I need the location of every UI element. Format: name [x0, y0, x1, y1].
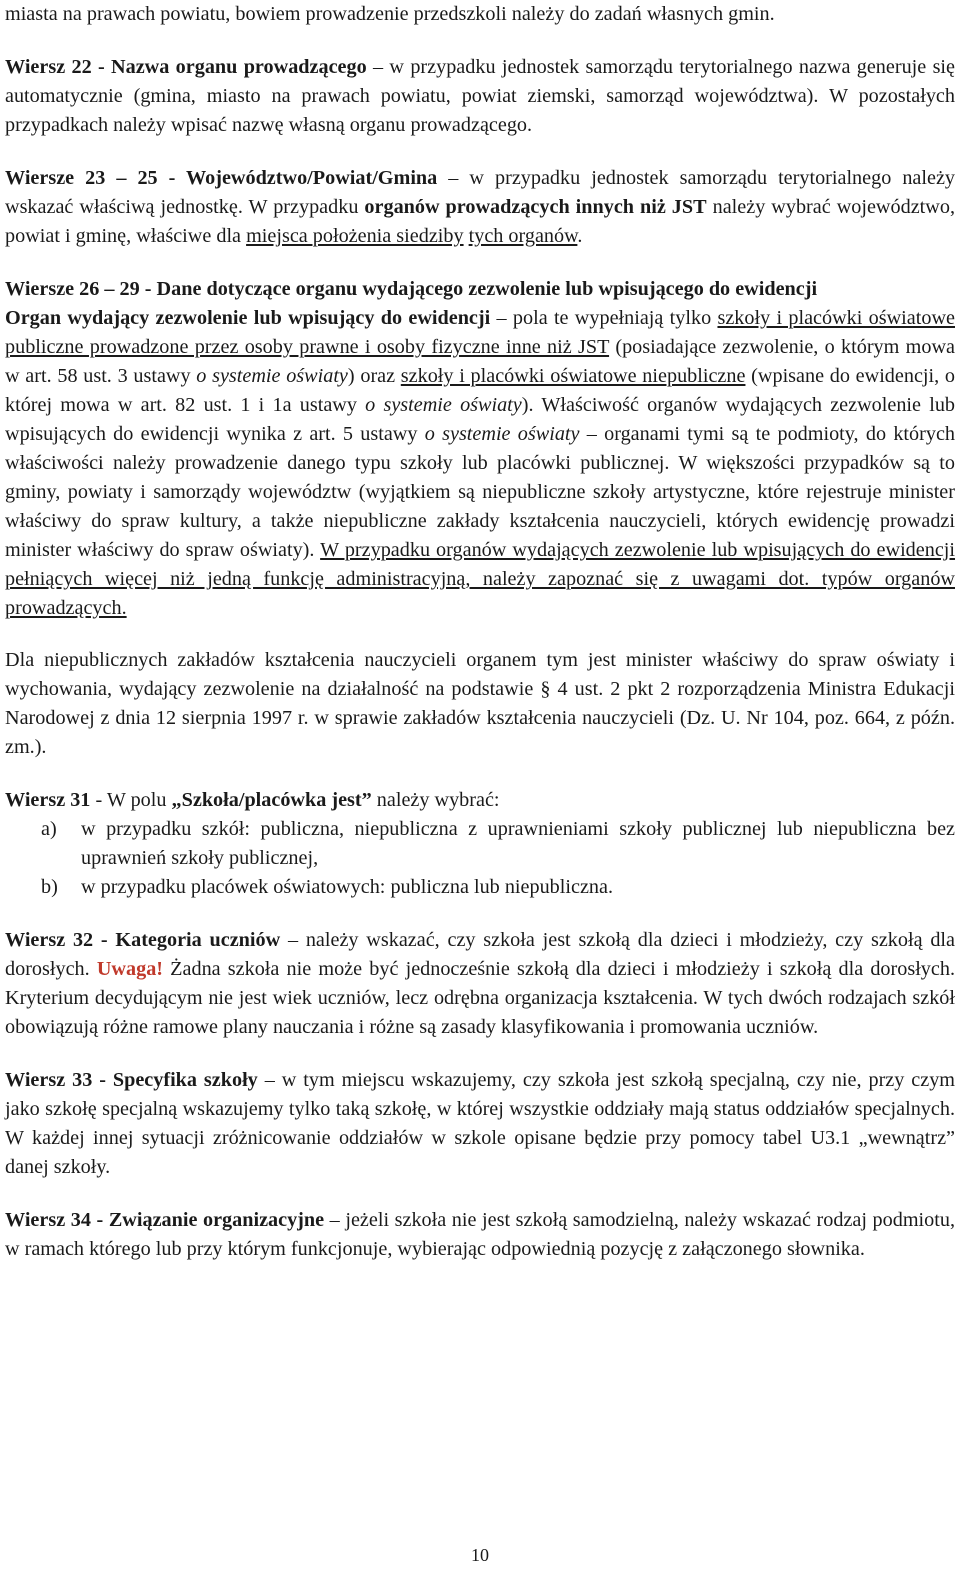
italic-text: o systemie oświaty: [365, 394, 522, 416]
list-item-text: w przypadku szkół: publiczna, niepubliczna z uprawnieniami szkoły publicznej lub niepubliczna bez uprawnień szkoły publicznej,: [81, 818, 955, 869]
paragraph-wiersz-32: [5, 926, 955, 1042]
heading-wiersz-34: Wiersz 34 - Związanie organizacyjne: [5, 1209, 325, 1231]
paragraph-wiersz-22: [5, 53, 955, 140]
text: - W polu: [90, 789, 172, 811]
paragraph-wiersz-33: [5, 1066, 955, 1182]
list-marker: b): [41, 876, 58, 898]
text: należy wybrać województwo, powiat i gminę, właściwe dla: [5, 196, 955, 247]
text: – w tym miejscu wskazujemy, czy szkoła jest szkołą specjalną, czy nie, przy czym jako szkołę specjalną wskazujemy tylko taką szkołę, w której wszystkie oddziały mają status oddziałów specjalnych. W każdej innej sytuacji zróżnicowanie oddziałów w szkole opisane będzie przy pomocy tabel U3.1 „wewnątrz” danej szkoły.: [5, 1069, 955, 1178]
text: – w przypadku jednostek samorządu terytorialnego należy wskazać właściwą jednostkę. W przypadku: [5, 167, 955, 218]
paragraph-wiersz-34: [5, 1206, 955, 1264]
heading-wiersze-23-25: Wiersze 23 – 25 - Województwo/Powiat/Gmina: [5, 167, 438, 189]
heading-wiersz-22: Wiersz 22 - Nazwa organu prowadzącego: [5, 56, 367, 78]
list-marker: a): [41, 818, 57, 840]
document-page: [5, 0, 955, 1264]
heading-wiersz-33: Wiersz 33 - Specyfika szkoły: [5, 1069, 258, 1091]
text: (wpisane do ewidencji, o której mowa w art. 82 ust. 1 i 1a ustawy: [5, 365, 955, 416]
heading-wiersz-31: Wiersz 31: [5, 789, 91, 811]
heading-wiersz-32: Wiersz 32 - Kategoria uczniów: [5, 929, 281, 951]
list-item: [5, 815, 955, 873]
text: (posiadające zezwolenie, o którym mowa w art. 58 ust. 3 ustawy: [5, 336, 955, 387]
text: ). Właściwość organów wydających zezwolenie lub wpisujących do ewidencji wynika z art. 5 ustawy: [5, 394, 956, 445]
text: Żadna szkoła nie może być jednocześnie szkołą dla dzieci i młodzieży i szkołą dla dorosłych. Kryterium decydującym nie jest wiek uczniów, lecz odrębna organizacja kształcenia. W tych dwóch rodzajach szkół obowiązują różne ramowe plany nauczania i różne są zasady klasyfikowania i promowania uczniów.: [5, 958, 955, 1038]
text: – organami tymi są te podmioty, do których właściwości należy prowadzenie danego typu szkoły lub placówki publicznej. W większości przypadków są to gminy, powiaty i samorządy województw (wyjątkiem są niepubliczne szkoły artystyczne, które rejestruje minister właściwy do spraw kultury, a także niepubliczne zakłady kształcenia nauczycieli, których ewidencję prowadzi minister właściwy do spraw oświaty).: [5, 423, 955, 561]
text: – jeżeli szkoła nie jest szkołą samodzielną, należy wskazać rodzaj podmiotu, w ramach którego lub przy którym funkcjonuje, wybierając odpowiednią pozycję z załączonego słownika.: [5, 1209, 955, 1260]
italic-text: o systemie oświaty: [424, 423, 580, 445]
list-item: [5, 873, 955, 902]
underlined-text: tych organów: [468, 225, 578, 247]
text: należy wybrać:: [371, 789, 500, 811]
italic-text: o systemie oświaty: [196, 365, 348, 387]
option-list: [5, 815, 955, 902]
bold-text: „Szkoła/placówka jest”: [171, 789, 372, 811]
underlined-text: miejsca położenia siedziby: [246, 225, 464, 247]
bold-text: organów prowadzących innych niż JST: [364, 196, 707, 218]
underlined-text: W przypadku organów wydających zezwolenie lub wpisujących do ewidencji pełniących więcej niż jedną funkcję administracyjną, należy zapoznać się z uwagami dot. typów organów prowadzących.: [5, 539, 956, 619]
heading-wiersze-26-29: Wiersze 26 – 29 - Dane dotyczące organu wydającego zezwolenie lub wpisującego do ewidencji: [5, 278, 818, 300]
section-wiersz-31: [5, 786, 955, 902]
underlined-text: szkoły i placówki oświatowe publiczne prowadzone przez osoby prawne i osoby fizyczne inne niż JST: [5, 307, 955, 358]
page-number: 10: [471, 1545, 489, 1565]
paragraph-continuation: miasta na prawach powiatu, bowiem prowadzenie przedszkoli należy do zadań własnych gmin.: [5, 3, 775, 25]
paragraph-zaklady: Dla niepublicznych zakładów kształcenia nauczycieli organem tym jest minister właściwy do spraw oświaty i wychowania, wydający zezwolenie na działalność na podstawie § 4 ust. 2 pkt 2 rozporządzenia Ministra Edukacji Narodowej z dnia 12 sierpnia 1997 r. w sprawie zakładów kształcenia nauczycieli (Dz. U. Nr 104, poz. 664, z późn. zm.).: [5, 649, 955, 758]
text: – należy wskazać, czy szkoła jest szkołą dla dzieci i młodzieży, czy szkołą dla dorosłych.: [5, 929, 955, 980]
paragraph-organ: [5, 304, 955, 623]
text: ) oraz: [347, 365, 401, 387]
text: – pola te wypełniają tylko: [490, 307, 718, 329]
text: – w przypadku jednostek samorządu terytorialnego nazwa generuje się automatycznie (gmina, miasto na prawach powiatu, powiat ziemski, samorząd województwa). W pozostałych przypadkach należy wpisać nazwę własną organu prowadzącego.: [5, 56, 956, 136]
heading-organ: Organ wydający zezwolenie lub wpisujący do ewidencji: [5, 307, 491, 329]
paragraph-wiersze-23-25: [5, 164, 955, 251]
warning-label: Uwaga!: [96, 958, 164, 980]
paragraph-wiersz-31: [5, 786, 955, 815]
text: .: [577, 225, 583, 247]
underlined-text: szkoły i placówki oświatowe niepubliczne: [400, 365, 746, 387]
list-item-text: w przypadku placówek oświatowych: publiczna lub niepubliczna.: [81, 876, 614, 898]
paragraph-wiersze-26-29: [5, 275, 955, 304]
